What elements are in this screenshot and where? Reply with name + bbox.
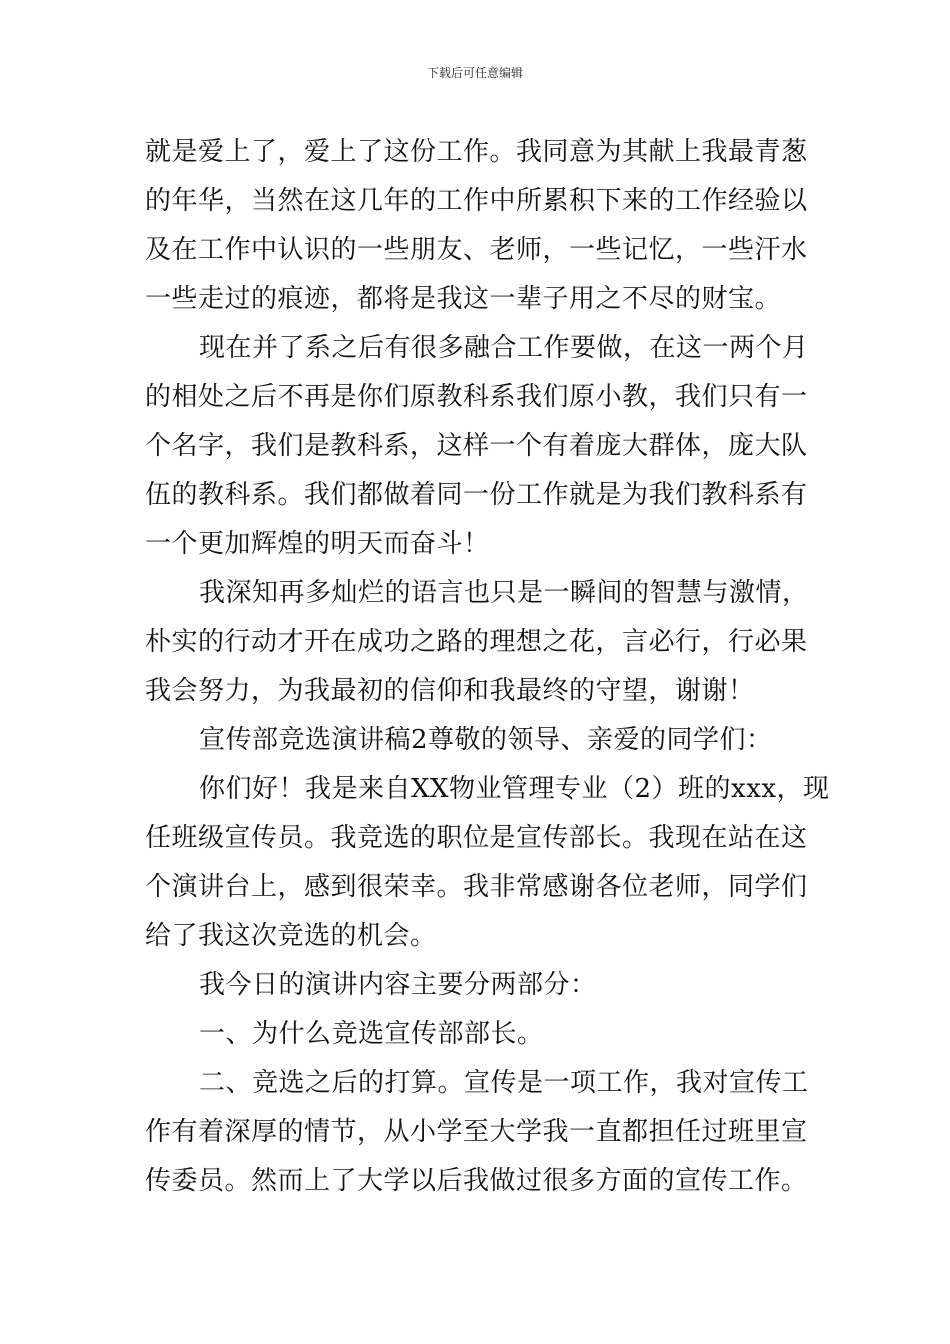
paragraph-first-line: 一、为什么竞选宣传部部长。 — [199, 1019, 544, 1049]
text-line: 的相处之后不再是你们原教科系我们原小教，我们只有一 — [145, 382, 808, 412]
text-line: 作有着深厚的情节，从小学至大学我一直都担任过班里宣 — [145, 1117, 808, 1147]
paragraph-first-line: 你们好！我是来自XX物业管理专业（2）班的xxx，现 — [199, 774, 830, 804]
paragraph-first-line: 我今日的演讲内容主要分两部分： — [199, 970, 597, 1000]
text-line: 一些走过的痕迹，都将是我这一辈子用之不尽的财宝。 — [145, 284, 782, 314]
text-line: 个演讲台上，感到很荣幸。我非常感谢各位老师，同学们 — [145, 872, 808, 902]
page-header-note: 下载后可任意编辑 — [426, 66, 523, 80]
text-line: 传委员。然而上了大学以后我做过很多方面的宣传工作。 — [145, 1166, 808, 1196]
text-line: 的年华，当然在这几年的工作中所累积下来的工作经验以 — [145, 186, 808, 216]
text-line: 我会努力，为我最初的信仰和我最终的守望，谢谢！ — [145, 676, 755, 706]
text-line: 伍的教科系。我们都做着同一份工作就是为我们教科系有 — [145, 480, 808, 510]
paragraph-first-line: 二、竞选之后的打算。宣传是一项工作，我对宣传工 — [199, 1068, 809, 1098]
text-line: 朴实的行动才开在成功之路的理想之花，言必行，行必果 — [145, 627, 808, 657]
text-line: 给了我这次竞选的机会。 — [145, 921, 437, 951]
paragraph-first-line: 宣传部竞选演讲稿2尊敬的领导、亲爱的同学们： — [199, 725, 773, 755]
document-body — [145, 128, 830, 1206]
text-line: 任班级宣传员。我竞选的职位是宣传部长。我现在站在这 — [145, 823, 808, 853]
text-line: 及在工作中认识的一些朋友、老师，一些记忆，一些汗水 — [145, 235, 808, 265]
paragraph-first-line: 我深知再多灿烂的语言也只是一瞬间的智慧与激情， — [199, 578, 809, 608]
paragraph-first-line: 现在并了系之后有很多融合工作要做，在这一两个月 — [199, 333, 809, 363]
text-line: 个名字，我们是教科系，这样一个有着庞大群体，庞大队 — [145, 431, 808, 461]
text-line: 就是爱上了，爱上了这份工作。我同意为其献上我最青葱 — [145, 137, 808, 167]
text-line: 一个更加辉煌的明天而奋斗！ — [145, 529, 490, 559]
